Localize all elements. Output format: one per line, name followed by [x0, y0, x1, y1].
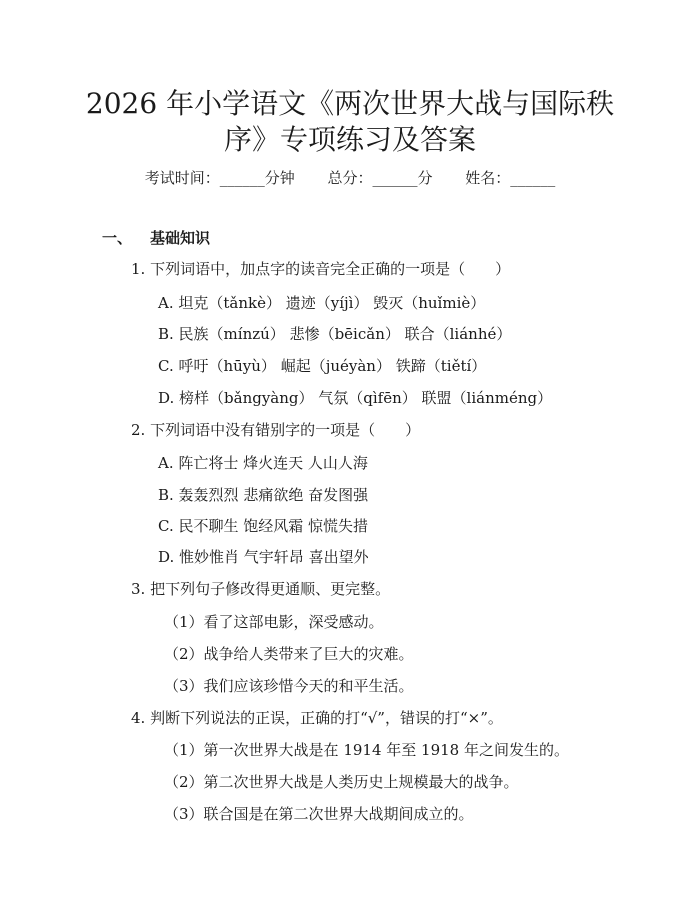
question-3-item-1: （1）看了这部电影，深受感动。	[164, 613, 384, 631]
total-score-field: 总分：______分	[327, 169, 433, 187]
student-name-field: 姓名：______	[465, 169, 556, 187]
section-heading	[102, 226, 210, 250]
question-1-option-c: C. 呼吁（hūyù） 崛起（juéyàn） 铁蹄（tiětí）	[158, 357, 487, 375]
page-title-line-1: 2026 年小学语文《两次世界大战与国际秩	[85, 87, 615, 120]
question-2-option-c: C. 民不聊生 饱经风霜 惊慌失措	[158, 517, 369, 535]
exam-time-field: 考试时间：______分钟	[144, 169, 295, 187]
question-1-option-a: A. 坦克（tǎnkè） 遗迹（yíjì） 毁灭（huǐmiè）	[158, 294, 486, 312]
question-3-item-2: （2）战争给人类带来了巨大的灾难。	[164, 645, 414, 663]
question-4-item-1: （1）第一次世界大战是在 1914 年至 1918 年之间发生的。	[164, 741, 569, 759]
section-number: 一、	[102, 229, 133, 247]
question-3-stem: 3. 把下列句子修改得更通顺、更完整。	[131, 580, 391, 598]
question-2-option-a: A. 阵亡将士 烽火连天 人山人海	[158, 454, 368, 472]
section-title: 基础知识	[150, 229, 211, 247]
question-4-stem: 4. 判断下列说法的正误，正确的打“√”，错误的打“×”。	[131, 709, 503, 727]
question-1-option-d: D. 榜样（bǎngyàng） 气氛（qìfēn） 联盟（liánméng）	[158, 389, 553, 407]
page-title-line-2: 序》专项练习及答案	[223, 123, 476, 156]
question-4-item-2: （2）第二次世界大战是人类历史上规模最大的战争。	[164, 773, 519, 791]
question-1-stem: 1. 下列词语中，加点字的读音完全正确的一项是（ ）	[131, 260, 511, 278]
exam-info-row	[0, 166, 700, 190]
question-4-item-3: （3）联合国是在第二次世界大战期间成立的。	[164, 805, 474, 823]
question-2-stem: 2. 下列词语中没有错别字的一项是（ ）	[131, 421, 421, 439]
question-2-option-d: D. 惟妙惟肖 气宇轩昂 喜出望外	[158, 548, 369, 566]
question-3-item-3: （3）我们应该珍惜今天的和平生活。	[164, 677, 414, 695]
question-1-option-b: B. 民族（mínzú） 悲惨（bēicǎn） 联合（liánhé）	[158, 325, 512, 343]
question-2-option-b: B. 轰轰烈烈 悲痛欲绝 奋发图强	[158, 486, 369, 504]
